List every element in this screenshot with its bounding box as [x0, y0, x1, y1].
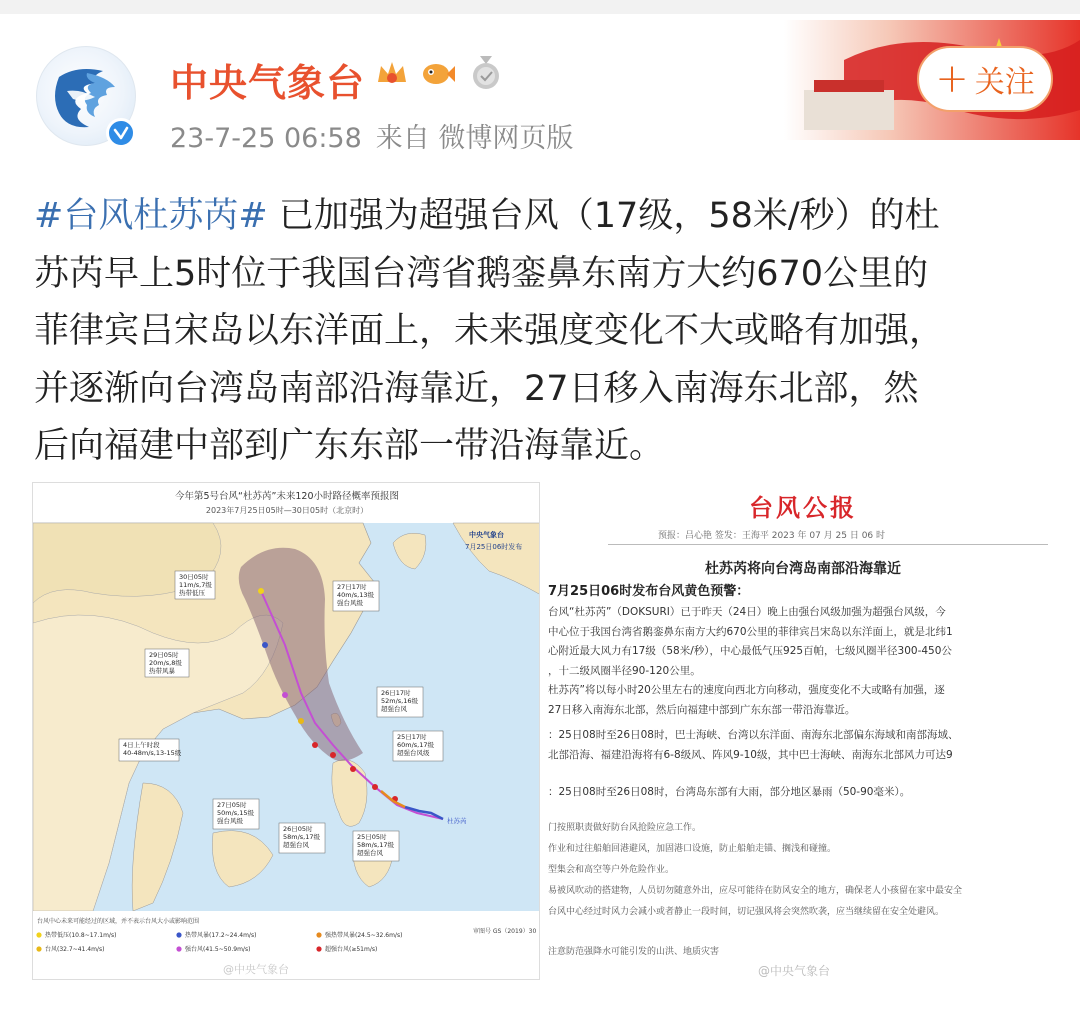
post-line-4: 并逐渐向台湾岛南部沿海靠近，27日移入南海东北部，然	[34, 368, 919, 409]
legend-label: 强热带风暴(24.5~32.6m/s)	[325, 932, 403, 939]
map-approval-number: 审图号 GS（2019）30	[473, 928, 537, 935]
post-line-1: #台风杜苏芮# 已加强为超强台风（17级，58米/秒）的杜	[34, 196, 940, 236]
legend-swatch	[316, 946, 321, 951]
bulletin-meta: 预报：吕心艳 签发：王海平 2023 年 07 月 25 日 06 时	[658, 531, 886, 541]
legend-swatch	[176, 932, 181, 937]
bulletin-line: 心附近最大风力有17级（58米/秒），中心最低气压925百帕，七级风圈半径300-450公	[548, 645, 952, 657]
svg-text:50m/s,15级: 50m/s,15级	[217, 809, 255, 817]
legend-label: 台风(32.7~41.4m/s)	[45, 946, 105, 953]
svg-text:60m/s,17级: 60m/s,17级	[397, 741, 435, 749]
bulletin-advice-line: 台风中心经过时风力会减小或者静止一段时间，切记强风将会突然吹袭，应当继续留在安全处避风。	[548, 907, 945, 917]
bulletin-advice-line: 注意防范强降水可能引发的山洪、地质灾害	[548, 947, 720, 957]
post-time: 23-7-25 06:58	[170, 123, 362, 154]
crown-badge-icon	[373, 54, 411, 92]
fish-badge-icon	[419, 54, 457, 92]
svg-text:20m/s,8级: 20m/s,8级	[149, 659, 182, 667]
bulletin-warning-title: 7月25日06时发布台风黄色预警：	[548, 584, 750, 599]
legend-label: 超强台风(≥51m/s)	[325, 946, 378, 953]
post-source: 来自 微博网页版	[375, 123, 574, 154]
post-meta	[170, 116, 587, 155]
svg-text:40m/s,13级: 40m/s,13级	[337, 591, 375, 599]
legend-label: 热带风暴(17.2~24.4m/s)	[185, 932, 257, 939]
svg-text:11m/s,7级: 11m/s,7级	[179, 581, 212, 589]
typhoon-track-map-image[interactable]	[32, 482, 540, 980]
follow-label: 关注	[974, 65, 1035, 100]
verified-badge-icon	[106, 118, 136, 148]
svg-text:58m/s,17级: 58m/s,17级	[357, 841, 395, 849]
svg-text:超强台风: 超强台风	[283, 841, 309, 849]
legend-note: 台风中心未来可能经过的区域，并不表示台风大小或影响范围	[37, 918, 200, 925]
bulletin-line: 27日移入南海东北部，然后向福建中部到广东东部一带沿海靠近。	[548, 703, 856, 716]
svg-text:25日05时: 25日05时	[357, 833, 387, 841]
post-line-2: 苏芮早上5时位于我国台湾省鹅銮鼻东南方大约670公里的	[34, 253, 929, 294]
medal-badge-icon	[467, 54, 505, 92]
bulletin-line: 台风“杜苏芮”（DOKSURI）已于昨天（24日）晚上由强台风级加强为超强台风级，今	[548, 606, 946, 618]
svg-text:29日05时: 29日05时	[149, 651, 179, 659]
svg-text:26日17时: 26日17时	[381, 689, 411, 697]
user-badges	[373, 54, 513, 94]
bulletin-title: 台风公报	[749, 494, 857, 522]
svg-text:27日05时: 27日05时	[217, 801, 247, 809]
svg-text:强台风级: 强台风级	[217, 817, 243, 825]
bulletin-divider	[608, 544, 1048, 545]
svg-text:超强台风: 超强台风	[357, 849, 383, 857]
bulletin-line: 杜苏芮”将以每小时20公里左右的速度向西北方向移动，强度变化不大或略有加强，逐	[548, 684, 945, 696]
post-line-5: 后向福建中部到广东东部一带沿海靠近。	[34, 426, 665, 466]
map-issued: 7月25日06时发布	[465, 543, 523, 551]
map-watermark: @中央气象台	[223, 963, 289, 976]
svg-text:热带风暴: 热带风暴	[149, 667, 175, 675]
bulletin-advice-line: 易被风吹动的搭建物，人员切勿随意外出，应尽可能待在防风安全的地方，确保老人小孩留在家中最安全	[548, 886, 963, 896]
svg-text:强台风级: 强台风级	[337, 599, 363, 607]
hashtag-link[interactable]: #台风杜苏芮#	[34, 196, 268, 236]
svg-text:热带低压: 热带低压	[179, 589, 205, 597]
post-line-3: 菲律宾吕宋岛以东洋面上，未来强度变化不大或略有加强，	[34, 311, 945, 351]
post-header	[0, 14, 1080, 164]
status-bar-strip	[0, 0, 1080, 14]
svg-text:40-48m/s,13-15级: 40-48m/s,13-15级	[123, 749, 182, 757]
legend-swatch	[316, 932, 321, 937]
bulletin-headline: 杜苏芮将向台湾岛南部沿海靠近	[705, 561, 901, 577]
svg-text:25日17时: 25日17时	[397, 733, 427, 741]
bulletin-advice-line: 作业和过往船舶回港避风，加固港口设施，防止船舶走锚、搁浅和碰撞。	[548, 844, 837, 854]
bulletin-watermark: @中央气象台	[758, 964, 831, 978]
follow-button[interactable]	[917, 46, 1053, 112]
svg-text:4日上午时段: 4日上午时段	[123, 741, 160, 749]
map-title: 今年第5号台风“杜苏芮”未来120小时路径概率预报图	[174, 491, 400, 502]
map-subtitle: 2023年7月25日05时—30日05时（北京时）	[205, 506, 369, 515]
bulletin-line: 北部沿海、福建沿海将有6-8级风、阵风9-10级，其中巴士海峡、南海东北部风力可达9	[548, 748, 953, 761]
svg-text:26日05时: 26日05时	[283, 825, 313, 833]
legend-label: 热带低压(10.8~17.1m/s)	[45, 932, 117, 939]
legend-swatch	[176, 946, 181, 951]
legend-swatch	[36, 932, 41, 937]
map-org: 中央气象台	[469, 531, 504, 539]
svg-text:58m/s,17级: 58m/s,17级	[283, 833, 321, 841]
svg-text:52m/s,16级: 52m/s,16级	[381, 697, 419, 705]
typhoon-bulletin-image[interactable]	[548, 480, 1058, 980]
svg-text:30日05时: 30日05时	[179, 573, 209, 581]
bulletin-line: ，十二级风圈半径90-120公里。	[548, 664, 701, 677]
svg-text:超强台风: 超强台风	[381, 705, 407, 713]
svg-text:超强台风级: 超强台风级	[397, 749, 430, 757]
post-body	[34, 188, 1054, 476]
svg-text:杜苏芮: 杜苏芮	[447, 817, 467, 825]
account-name[interactable]: 中央气象台	[170, 61, 366, 105]
svg-text:27日17时: 27日17时	[337, 583, 367, 591]
bulletin-line: ：25日08时至26日08时，巴士海峡、台湾以东洋面、南海东北部偏东海域和南部海域、	[548, 729, 959, 741]
bulletin-line: 中心位于我国台湾省鹅銮鼻东南方大约670公里的菲律宾吕宋岛以东洋面上，就是北纬1	[548, 625, 953, 638]
legend-swatch	[36, 946, 41, 951]
bulletin-advice-line: 型集会和高空等户外危险作业。	[548, 865, 675, 875]
plus-icon: +	[935, 56, 969, 102]
bulletin-advice-line: 门按照职责做好防台风抢险应急工作。	[548, 823, 702, 833]
legend-label: 强台风(41.5~50.9m/s)	[185, 946, 251, 953]
bulletin-line: ：25日08时至26日08时，台湾岛东部有大雨，部分地区暴雨（50-90毫米）。	[548, 786, 911, 798]
